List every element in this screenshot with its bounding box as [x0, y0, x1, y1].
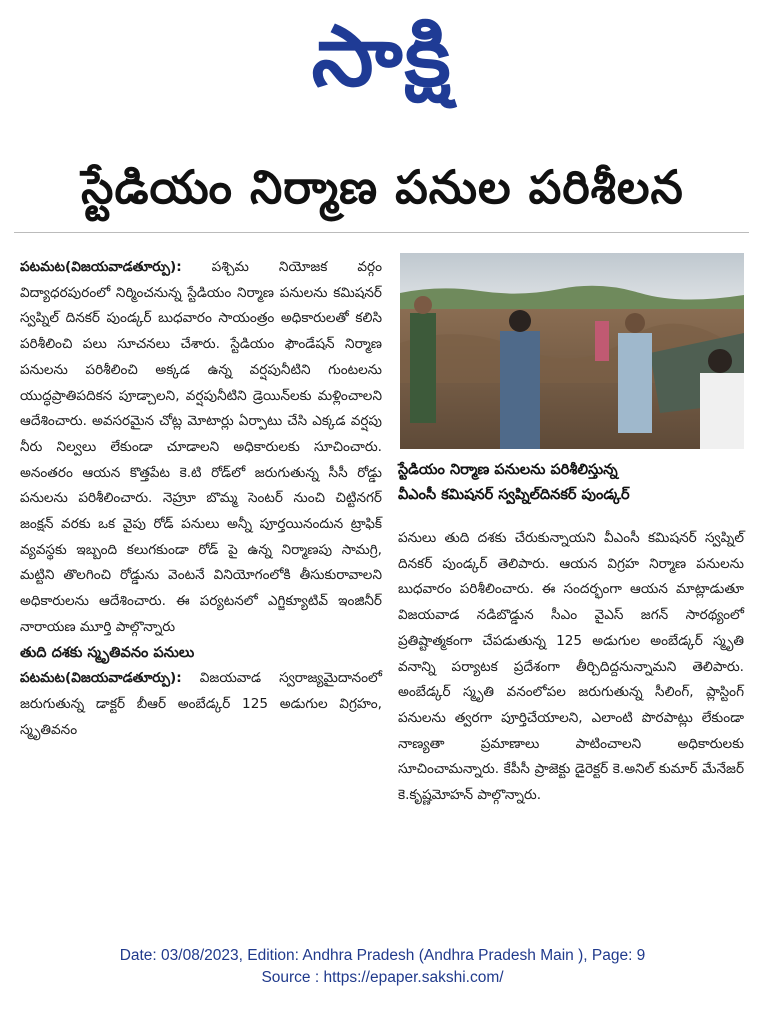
caption-line-2: వీఎంసీ కమిషనర్ స్వప్నిల్‌దినకర్ పుండ్కర్ [398, 487, 630, 503]
dateline: పటమట(విజయవాడతూర్పు): [20, 259, 182, 275]
dateline-2: పటమట(విజయవాడతూర్పు): [20, 670, 182, 687]
caption-line-1: స్టేడియం నిర్మాణ పనులను పరిశీలిస్తున్న [398, 462, 618, 478]
article-subheading: తుది దశకు స్మృతివనం పనులు [20, 644, 195, 661]
paragraph-text-2: విజయవాడ స్వరాజ్యమైదానంలో జరుగుతున్న డాక్టర్ బీఆర్ అంబేడ్కర్ 125 అడుగుల విగ్రహం, స్మృతివనం [20, 670, 382, 738]
masthead [0, 0, 765, 132]
footer [0, 945, 765, 989]
footer-edition-info: Date: 03/08/2023, Edition: Andhra Pradesh (Andhra Pradesh Main ), Page: 9 [119, 947, 646, 964]
article-paragraph-2 [20, 666, 382, 743]
photo-illustration [400, 253, 744, 449]
photo-caption [398, 458, 744, 508]
article-paragraph-3: పనులు తుది దశకు చేరుకున్నాయని వీఎంసీ కమిషనర్ స్వప్నిల్ దినకర్ పుండ్కర్ తెలిపారు. ఆయన విగ్రహ నిర్మాణ పనులను బుధవారం పరిశీలించారు. ఈ సందర్భంగా ఆయన మాట్లాడుతూ విజయవాడ నడిబొడ్డున సీఎం వైఎస్ జగన్ సారథ్యంలో ప్రతిష్టాత్మకంగా చేపడుతున్న 125 అడుగుల అంబేడ్కర్ స్మృతి వనాన్ని పర్యాటక ప్రదేశంగా తీర్చిదిద్దనున్నామని తెలిపారు. అంబేడ్కర్ స్మృతి వనంలోపల జరుగుతున్న సీలింగ్, ప్లాస్టింగ్ పనులను త్వరగా పూర్తిచేయాలని, ఎలాంటి పొరపాట్లు లేకుండా నాణ్యతా ప్రమాణాలు పాటించాలని అధికారులకు సూచించామన్నారు. కేపీసీ ప్రాజెక్టు డైరెక్టర్ కె.అనిల్ కుమార్ మేనేజర్ కె.కృష్ణమోహన్ పాల్గొన్నారు. [398, 530, 744, 804]
headline-divider [14, 232, 749, 233]
article-headline: స్టేడియం నిర్మాణ పనుల పరిశీలన [81, 160, 684, 214]
article-paragraph-1 [20, 255, 382, 641]
sakshi-logo: సాక్షి [311, 6, 454, 105]
article-left-column [20, 255, 382, 743]
footer-source: Source : https://epaper.sakshi.com/ [261, 969, 504, 986]
stadium-inspection-photo [400, 253, 744, 449]
paragraph-text: పశ్చిమ నియోజక వర్గం విద్యాధరపురంలో నిర్మించనున్న స్టేడియం నిర్మాణ పనులను కమిషనర్ స్వప్నిల్ దినకర్ పుండ్కర్ బుధవారం సాయంత్రం అధికారులతో కలిసి పరిశీలించి పలు సూచనలు చేశారు. స్టేడియం ఫౌండేషన్ నిర్మాణ పనులను పరిశీలించి అక్కడ ఉన్న వర్షపునీటిని గుంటలను యుద్ధప్రాతిపదికన పూడ్చాలని, వర్షపునీటిని డ్రెయిన్‌లకు మళ్లించాలని ఆదేశించారు. అవసరమైన చోట్ల మోటార్లు ఏర్పాటు చేసి ఎక్కడ వర్షపు నీరు నిల్వలు లేకుండా చూడాలని అధికారులకు సూచించారు. అనంతరం ఆయన కొత్తపేట కె.టి రోడ్‌లో జరుగుతున్న సీసీ రోడ్డు పనులను పరిశీలించారు. నెహ్రూ బొమ్మ సెంటర్ నుంచి చిట్టినగర్ జంక్షన్ వరకు ఒక వైపు రోడ్ పనులు అన్నీ పూర్తయినందున ట్రాఫిక్ వ్యవస్థకు ఇబ్బంది కలుగకుండా రోడ్ పై ఉన్న నిర్మాణపు సామగ్రి, మట్టిని తొలగించి రోడ్డును వెంటనే వినియోగంలోకి తీసుకురావాలని అధికారులను ఆదేశించారు. ఈ పర్యటనలో ఎగ్జిక్యూటివ్ ఇంజినీర్ నారాయణ మూర్తి పాల్గొన్నారు [20, 259, 382, 635]
article-right-column [398, 526, 744, 809]
